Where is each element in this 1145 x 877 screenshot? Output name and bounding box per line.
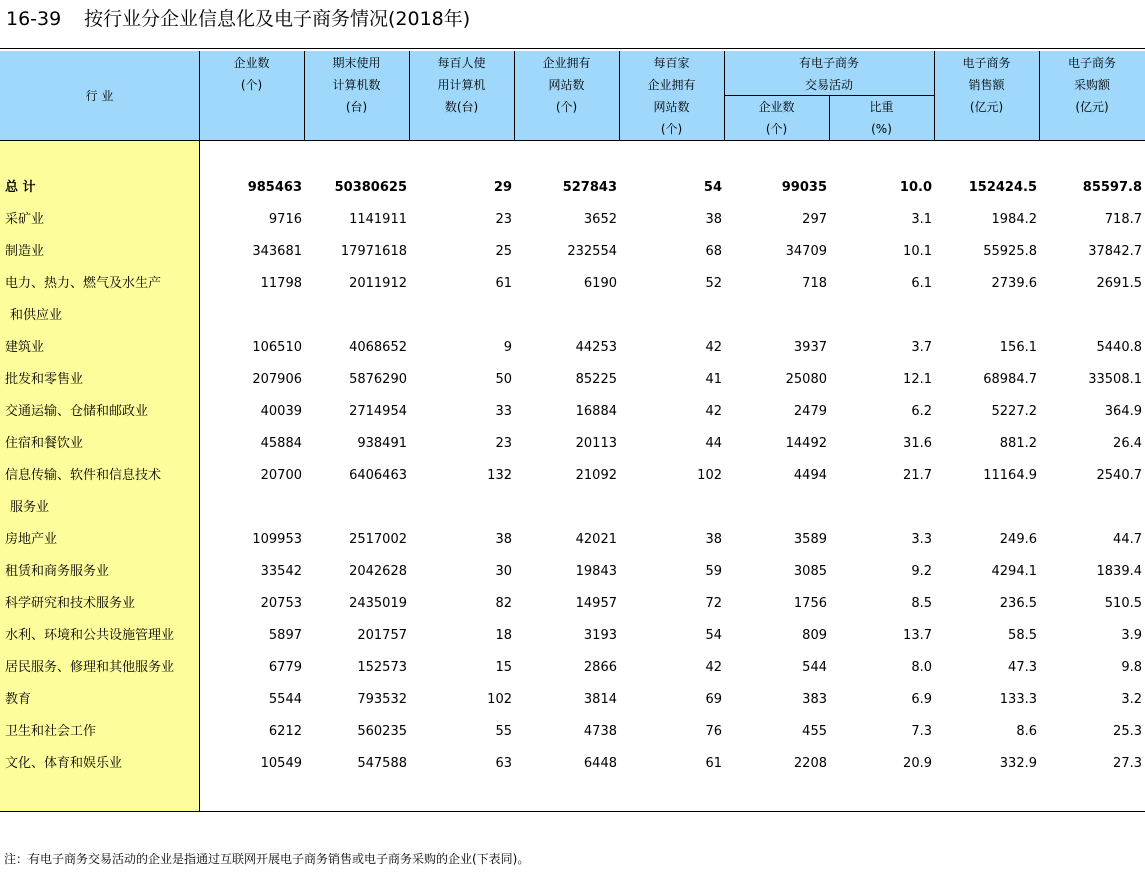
top-rule (0, 48, 1145, 49)
table-cell: 33 (495, 404, 512, 419)
table-cell: 3652 (583, 212, 617, 227)
table-cell: 61 (705, 756, 722, 771)
table-row (0, 524, 1145, 556)
table-cell: 9716 (268, 212, 302, 227)
industry-name: 住宿和餐饮业 (5, 436, 84, 451)
table-cell: 25 (495, 244, 512, 259)
table-cell: 99035 (781, 180, 827, 195)
industry-name: 教育 (5, 692, 32, 707)
industry-name: 科学研究和技术服务业 (5, 596, 136, 611)
table-cell: 44 (705, 436, 722, 451)
table-cell: 54 (703, 180, 722, 195)
table-cell: 544 (802, 660, 827, 675)
industry-name: 总 计 (5, 180, 36, 195)
table-cell: 152573 (357, 660, 407, 675)
header-websites-per-100: 每百家 企业拥有 网站数 (个) (647, 56, 696, 136)
table-cell: 9.2 (911, 564, 932, 579)
table-cell: 12.1 (903, 372, 932, 387)
table-cell: 2714954 (349, 404, 407, 419)
industry-name: 居民服务、修理和其他服务业 (5, 660, 175, 675)
table-cell: 30 (495, 564, 512, 579)
table-cell: 21.7 (903, 468, 932, 483)
table-cell: 13.7 (903, 628, 932, 643)
table-cell: 1756 (793, 596, 827, 611)
table-cell: 2540.7 (1096, 468, 1142, 483)
header-enterprises: 企业数 (个) (233, 56, 270, 92)
table-row (0, 460, 1145, 492)
industry-name: 文化、体育和娱乐业 (5, 756, 123, 771)
table-cell: 54 (705, 628, 722, 643)
table-cell: 59 (705, 564, 722, 579)
table-cell: 6406463 (349, 468, 407, 483)
table-cell: 527843 (562, 180, 617, 195)
table-row (0, 172, 1145, 204)
table-cell: 58.5 (1008, 628, 1037, 643)
header-websites: 企业拥有 网站数 (个) (542, 56, 591, 114)
industry-name: 采矿业 (5, 212, 45, 227)
table-cell: 938491 (357, 436, 407, 451)
table-cell: 8.6 (1016, 724, 1037, 739)
table-cell: 33542 (260, 564, 302, 579)
table-cell: 343681 (252, 244, 302, 259)
table-cell: 25080 (785, 372, 827, 387)
industry-name: 卫生和社会工作 (5, 724, 97, 739)
table-cell: 63 (495, 756, 512, 771)
industry-name: 批发和零售业 (5, 372, 84, 387)
table-cell: 236.5 (999, 596, 1037, 611)
header-industry: 行 业 (85, 89, 114, 103)
table-cell: 33508.1 (1088, 372, 1142, 387)
table-cell: 133.3 (999, 692, 1037, 707)
table-cell: 18 (495, 628, 512, 643)
table-cell: 26.4 (1113, 436, 1142, 451)
table-cell: 4494 (793, 468, 827, 483)
table-cell: 44.7 (1113, 532, 1142, 547)
table-cell: 47.3 (1008, 660, 1037, 675)
table-cell: 8.5 (911, 596, 932, 611)
table-cell: 881.2 (999, 436, 1037, 451)
industry-name: 租赁和商务服务业 (5, 564, 110, 579)
table-cell: 2479 (793, 404, 827, 419)
table-cell: 42 (705, 660, 722, 675)
table-cell: 5227.2 (991, 404, 1037, 419)
table-cell: 2866 (583, 660, 617, 675)
table-cell: 547588 (357, 756, 407, 771)
table-cell: 38 (705, 532, 722, 547)
table-cell: 52 (705, 276, 722, 291)
table-cell: 20.9 (903, 756, 932, 771)
table-cell: 68 (705, 244, 722, 259)
table-cell: 38 (705, 212, 722, 227)
table-cell: 25.3 (1113, 724, 1142, 739)
table-cell: 6448 (583, 756, 617, 771)
table-cell: 985463 (247, 180, 302, 195)
table-cell: 11798 (260, 276, 302, 291)
table-cell: 4294.1 (991, 564, 1037, 579)
table-cell: 6779 (268, 660, 302, 675)
table-cell: 9.8 (1121, 660, 1142, 675)
table-cell: 27.3 (1113, 756, 1142, 771)
industry-name: 信息传输、软件和信息技术 (5, 468, 162, 483)
table-cell: 2691.5 (1096, 276, 1142, 291)
table-cell: 9 (503, 340, 512, 355)
table-cell: 2042628 (349, 564, 407, 579)
industry-name: 服务业 (10, 500, 50, 515)
table-cell: 718 (802, 276, 827, 291)
table-cell: 37842.7 (1088, 244, 1142, 259)
table-cell: 23 (495, 436, 512, 451)
table-cell: 31.6 (903, 436, 932, 451)
table-cell: 156.1 (999, 340, 1037, 355)
table-cell: 109953 (252, 532, 302, 547)
table-row (0, 620, 1145, 652)
table-cell: 15 (495, 660, 512, 675)
table-cell: 132 (487, 468, 512, 483)
table-row (0, 428, 1145, 460)
header-sales: 电子商务 销售额 (亿元) (962, 56, 1011, 114)
table-row (0, 396, 1145, 428)
table-cell: 45884 (260, 436, 302, 451)
table-cell: 383 (802, 692, 827, 707)
table-cell: 6212 (268, 724, 302, 739)
table-cell: 3.9 (1121, 628, 1142, 643)
table-row (0, 268, 1145, 300)
industry-name: 水利、环境和公共设施管理业 (5, 628, 175, 643)
table-cell: 152424.5 (968, 180, 1037, 195)
table-cell: 1984.2 (991, 212, 1037, 227)
table-cell: 5440.8 (1096, 340, 1142, 355)
table-cell: 106510 (252, 340, 302, 355)
table-row (0, 492, 1145, 524)
table-cell: 2011912 (349, 276, 407, 291)
table-cell: 3193 (583, 628, 617, 643)
table-cell: 207906 (252, 372, 302, 387)
industry-name: 电力、热力、燃气及水生产 (5, 276, 162, 291)
bottom-rule (0, 811, 1145, 812)
industry-name: 建筑业 (5, 340, 45, 355)
table-cell: 3.7 (911, 340, 932, 355)
table-cell: 34709 (785, 244, 827, 259)
table-cell: 2435019 (349, 596, 407, 611)
table-cell: 249.6 (999, 532, 1037, 547)
footnote: 注：有电子商务交易活动的企业是指通过互联网开展电子商务销售或电子商务采购的企业(下表同)。 (4, 852, 530, 866)
table-cell: 23 (495, 212, 512, 227)
table-cell: 14957 (575, 596, 617, 611)
table-cell: 17971618 (340, 244, 407, 259)
table-cell: 16884 (575, 404, 617, 419)
table-title: 按行业分企业信息化及电子商务情况(2018年) (84, 8, 471, 30)
table-cell: 40039 (260, 404, 302, 419)
table-cell: 69 (705, 692, 722, 707)
table-cell: 793532 (357, 692, 407, 707)
table-cell: 3.1 (911, 212, 932, 227)
table-cell: 5876290 (349, 372, 407, 387)
table-row (0, 300, 1145, 332)
industry-name: 房地产业 (5, 532, 58, 547)
table-cell: 102 (487, 692, 512, 707)
table-cell: 3.2 (1121, 692, 1142, 707)
table-cell: 38 (495, 532, 512, 547)
table-cell: 201757 (357, 628, 407, 643)
table-cell: 68984.7 (983, 372, 1037, 387)
table-cell: 10.0 (899, 180, 932, 195)
table-cell: 29 (493, 180, 512, 195)
header-ecommerce-ratio: 比重 (%) (869, 100, 894, 136)
table-cell: 2517002 (349, 532, 407, 547)
table-cell: 232554 (567, 244, 617, 259)
table-row (0, 364, 1145, 396)
table-cell: 2739.6 (991, 276, 1037, 291)
table-row (0, 748, 1145, 780)
table-cell: 55 (495, 724, 512, 739)
table-cell: 85225 (575, 372, 617, 387)
table-cell: 6190 (583, 276, 617, 291)
table-cell: 85597.8 (1082, 180, 1142, 195)
table-cell: 41 (705, 372, 722, 387)
table-cell: 718.7 (1104, 212, 1142, 227)
table-cell: 44253 (575, 340, 617, 355)
header-computers-per-100: 每百人使 用计算机 数(台) (437, 56, 486, 114)
industry-name: 和供应业 (10, 308, 63, 323)
table-cell: 19843 (575, 564, 617, 579)
table-cell: 102 (697, 468, 722, 483)
header-purchases: 电子商务 采购额 (亿元) (1067, 56, 1116, 114)
table-cell: 20113 (575, 436, 617, 451)
table-cell: 42 (705, 404, 722, 419)
table-cell: 6.1 (911, 276, 932, 291)
table-row (0, 556, 1145, 588)
table-number: 16-39 (6, 8, 62, 30)
table-cell: 6.9 (911, 692, 932, 707)
table-cell: 76 (705, 724, 722, 739)
table-cell: 1839.4 (1096, 564, 1142, 579)
table-row (0, 332, 1145, 364)
table-cell: 10.1 (903, 244, 932, 259)
table-row (0, 236, 1145, 268)
table-cell: 809 (802, 628, 827, 643)
table-row (0, 588, 1145, 620)
table-cell: 364.9 (1104, 404, 1142, 419)
table-row (0, 204, 1145, 236)
table-cell: 560235 (357, 724, 407, 739)
table-cell: 61 (495, 276, 512, 291)
table-cell: 510.5 (1104, 596, 1142, 611)
table-cell: 455 (802, 724, 827, 739)
table-cell: 297 (802, 212, 827, 227)
table-cell: 7.3 (911, 724, 932, 739)
header-computers: 期末使用 计算机数 (台) (332, 56, 381, 114)
table-cell: 6.2 (911, 404, 932, 419)
table-cell: 1141911 (349, 212, 407, 227)
table-cell: 4738 (583, 724, 617, 739)
table-cell: 11164.9 (983, 468, 1037, 483)
table-cell: 3589 (793, 532, 827, 547)
table-cell: 42 (705, 340, 722, 355)
table-cell: 10549 (260, 756, 302, 771)
header-ecommerce-group: 有电子商务 交易活动 (798, 56, 859, 92)
table-cell: 42021 (575, 532, 617, 547)
table-row (0, 652, 1145, 684)
table-cell: 5897 (268, 628, 302, 643)
table-cell: 21092 (575, 468, 617, 483)
table-row (0, 716, 1145, 748)
table-cell: 3814 (583, 692, 617, 707)
table-cell: 20753 (260, 596, 302, 611)
table-cell: 8.0 (911, 660, 932, 675)
table-cell: 332.9 (999, 756, 1037, 771)
table-cell: 50380625 (334, 180, 407, 195)
table-cell: 20700 (260, 468, 302, 483)
header-ecommerce-count: 企业数 (个) (758, 100, 795, 136)
table-cell: 72 (705, 596, 722, 611)
industry-name: 制造业 (5, 244, 45, 259)
table-cell: 5544 (268, 692, 302, 707)
table-cell: 55925.8 (983, 244, 1037, 259)
table-cell: 4068652 (349, 340, 407, 355)
table-cell: 3937 (793, 340, 827, 355)
table-row (0, 684, 1145, 716)
table-cell: 2208 (793, 756, 827, 771)
table-cell: 3.3 (911, 532, 932, 547)
table-cell: 3085 (793, 564, 827, 579)
table-cell: 50 (495, 372, 512, 387)
industry-name: 交通运输、仓储和邮政业 (5, 404, 149, 419)
table-cell: 14492 (785, 436, 827, 451)
table-cell: 82 (495, 596, 512, 611)
page-title (6, 6, 470, 32)
